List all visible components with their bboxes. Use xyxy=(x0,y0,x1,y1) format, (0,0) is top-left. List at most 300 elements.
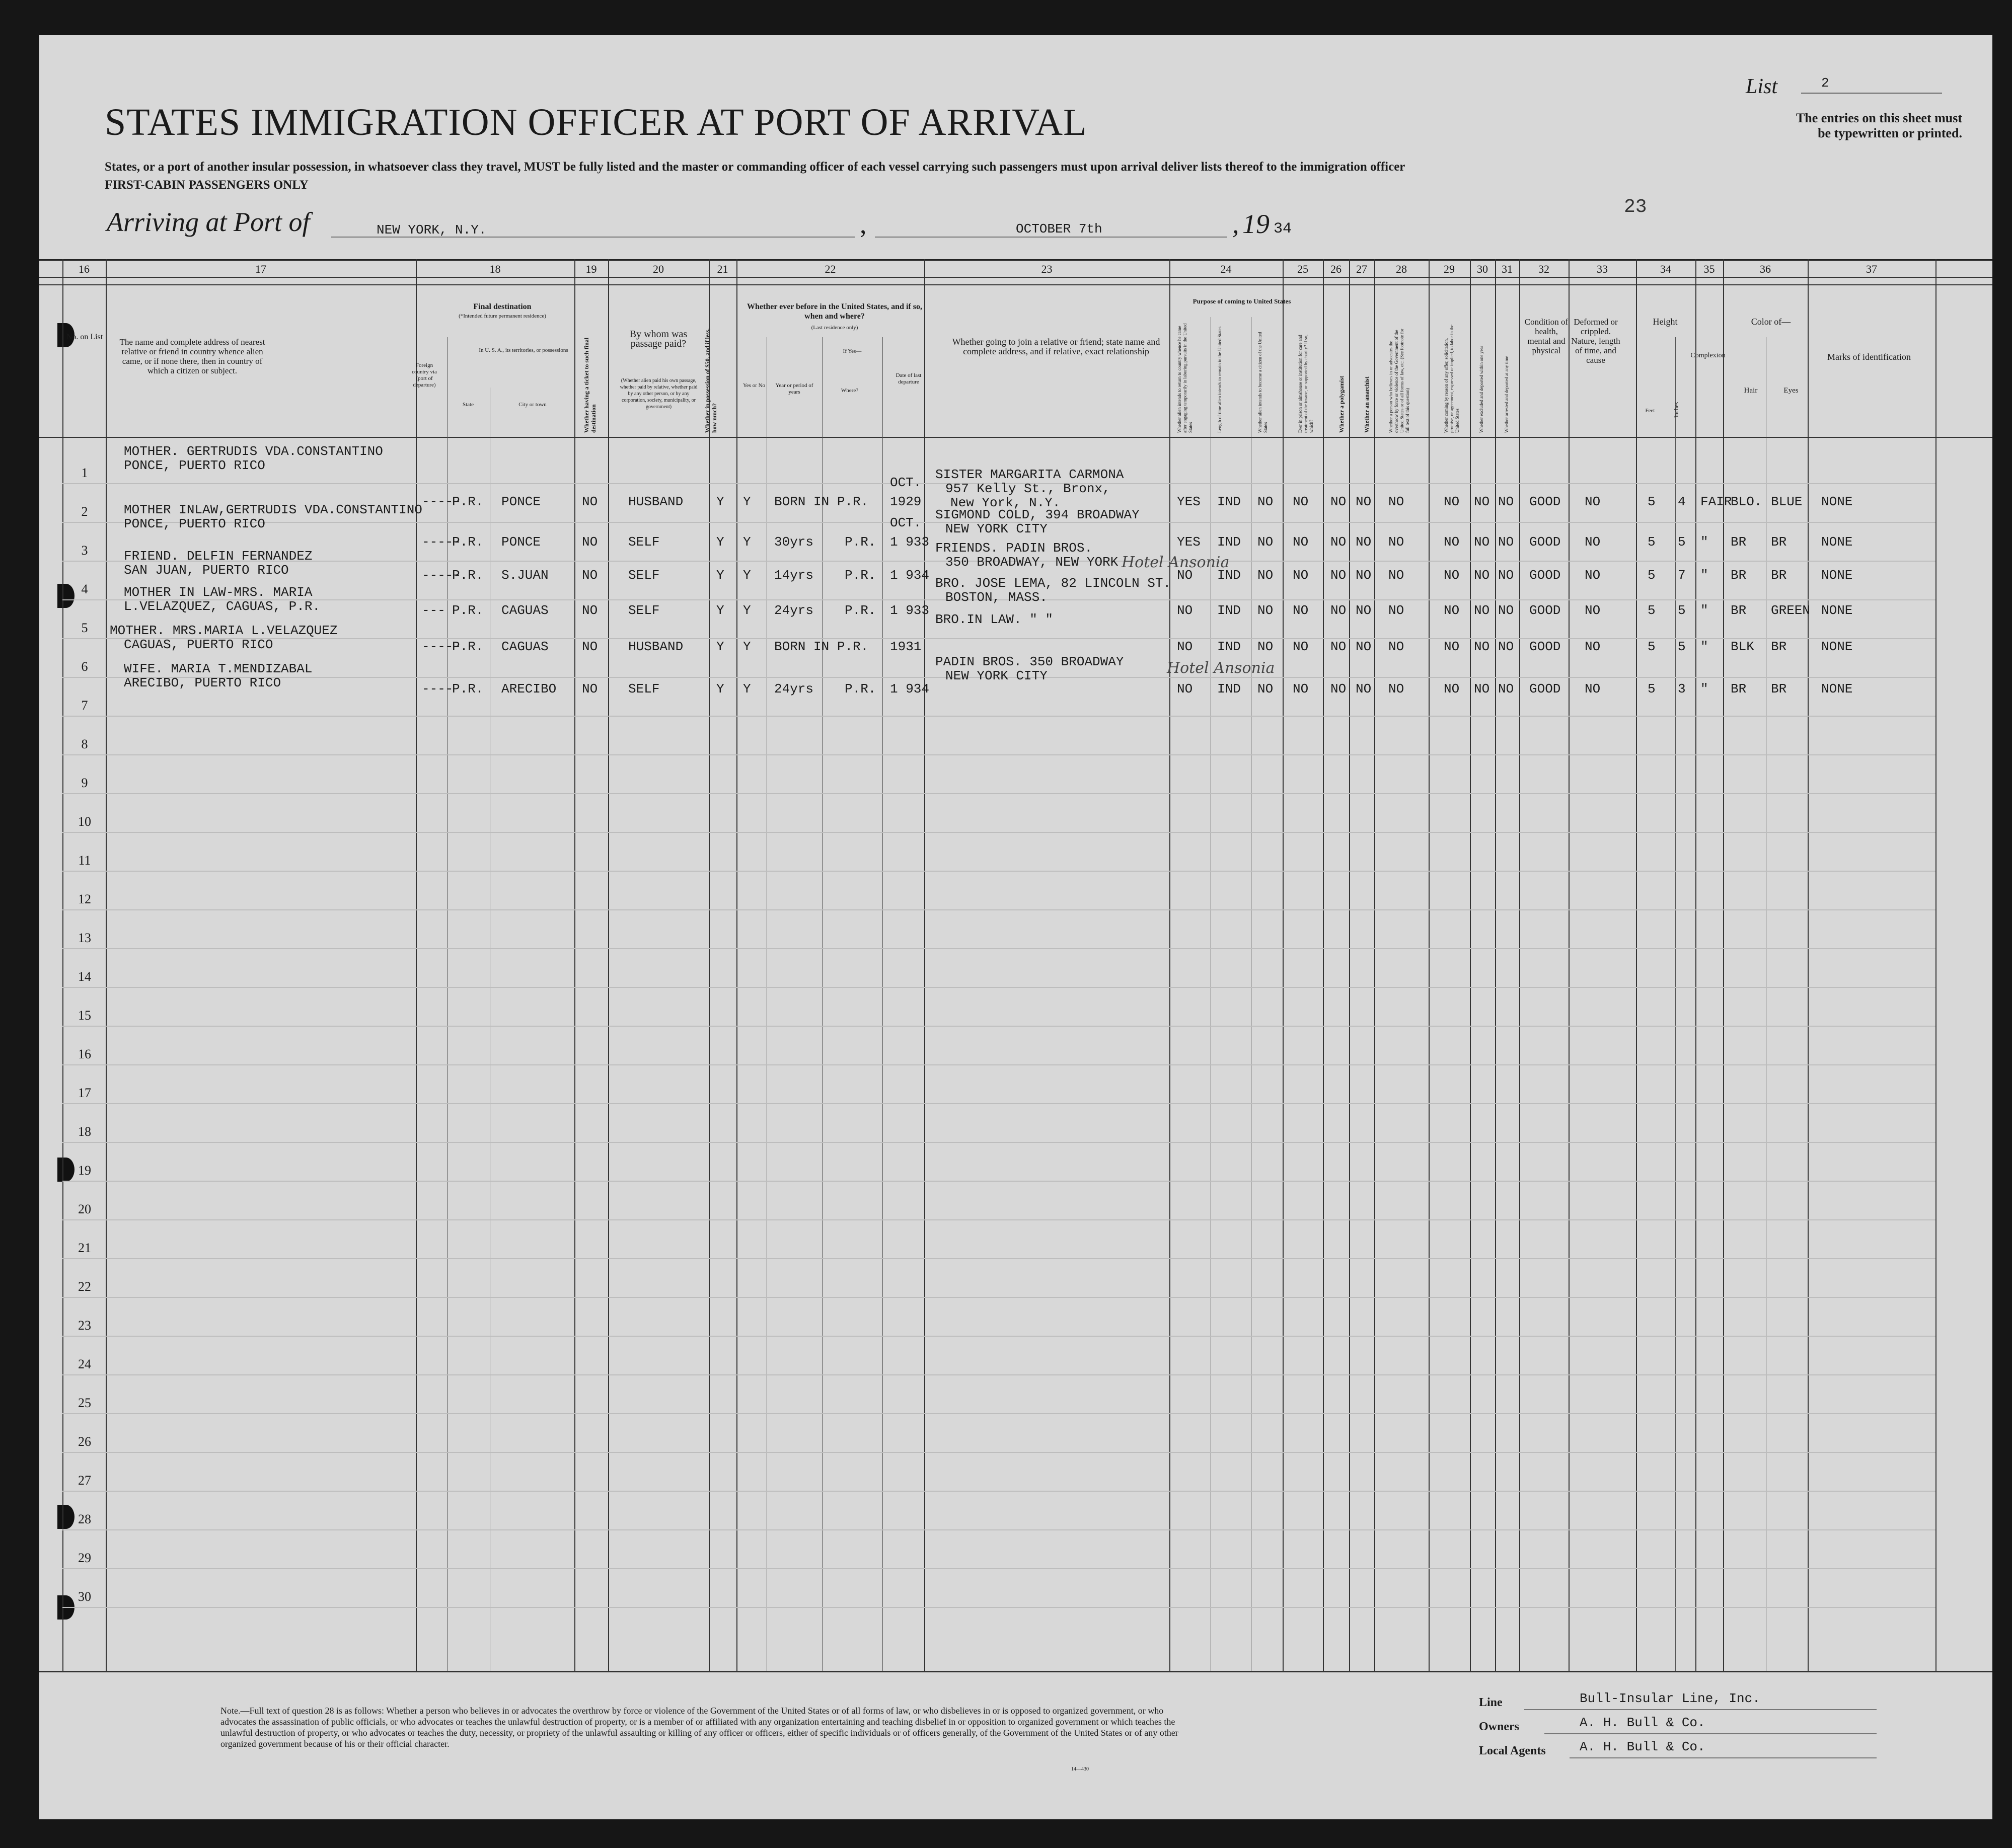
column-number: 32 xyxy=(1538,263,1549,275)
eyes-value: BLUE xyxy=(1771,494,1803,509)
row-rule xyxy=(62,909,1935,910)
destination-city: PONCE xyxy=(501,534,541,550)
row-number: 27 xyxy=(78,1473,91,1488)
eyes-value: BR xyxy=(1771,568,1787,583)
polygamist-value: NO xyxy=(1330,639,1347,654)
handwritten-note: Hotel Ansonia xyxy=(1167,659,1275,677)
relative-address: L.VELAZQUEZ, CAGUAS, P.R. xyxy=(124,599,321,614)
relative-name: MOTHER. GERTRUDIS VDA.CONSTANTINO xyxy=(124,444,383,459)
row-number: 16 xyxy=(78,1047,91,1061)
join-address: 957 Kelly St., Bronx, xyxy=(945,481,1110,496)
health-value: GOOD xyxy=(1529,603,1561,618)
prison-value: NO xyxy=(1293,639,1309,654)
anarchist-value: NO xyxy=(1356,568,1372,583)
marks-value: NONE xyxy=(1821,494,1853,509)
purpose-citizen: NO xyxy=(1257,639,1274,654)
q28-value: NO xyxy=(1388,603,1404,618)
prison-value: NO xyxy=(1293,603,1309,618)
offer-value: NO xyxy=(1444,568,1460,583)
departure-month: OCT. xyxy=(890,515,922,530)
departure-month: OCT. xyxy=(890,475,922,490)
column-divider xyxy=(106,259,107,1671)
column-number: 30 xyxy=(1477,263,1488,275)
column-divider xyxy=(1169,259,1170,1671)
col-25-header: Ever in prison or almshouse or institution for care and treatment of the insane, or supported by charity? If so, which? xyxy=(1298,334,1314,433)
health-value: GOOD xyxy=(1529,681,1561,697)
col-26-header: Whether a polygamist xyxy=(1338,375,1345,433)
column-divider xyxy=(1519,259,1520,1671)
join-address: 350 BROADWAY, NEW YORK xyxy=(945,555,1119,570)
list-label: List xyxy=(1746,75,1778,98)
purpose-return: YES xyxy=(1177,494,1201,509)
destination-state: P.R. xyxy=(452,639,484,654)
arriving-label: Arriving at Port of xyxy=(107,207,310,237)
row-number: 17 xyxy=(78,1086,91,1100)
join-relative: FRIENDS. PADIN BROS. xyxy=(935,541,1093,556)
height-feet: 5 xyxy=(1648,681,1656,697)
column-divider xyxy=(1349,259,1350,1671)
col-24-c: Whether alien intends to become a citizen of the United States xyxy=(1257,332,1268,433)
col-36-eyes: Eyes xyxy=(1783,387,1799,395)
col-22-where: Where? xyxy=(841,388,859,394)
purpose-return: NO xyxy=(1177,568,1193,583)
footnote: Note.—Full text of question 28 is as follows: Whether a person who believes in or advocates the overthrow by force or violence of the Government of the United States or of all forms of law, or who disbelieves in or is opposed to organized government, or who advocates the assassination of public officials, or who advocates or teaches the unlawful destruction of property, or is a member of or affiliated with any organization entertaining and teaching disbelief in or opposition to organized government or which teaches the unlawful destruction of property, or who advocates or teaches the duty, necessity, or propriety of the unlawful assaulting or killing of any officer or officers, either of specific individuals or of officers generally, of the Government of the United States or of any other organized government because of his or their official character. xyxy=(220,1706,1178,1749)
polygamist-value: NO xyxy=(1330,534,1347,550)
period-years: 24yrs xyxy=(774,603,814,618)
destination-state: P.R. xyxy=(452,568,484,583)
prison-value: NO xyxy=(1293,494,1309,509)
passage-paid-by: SELF xyxy=(628,568,660,583)
year-suffix: 34 xyxy=(1274,220,1292,238)
column-divider xyxy=(1323,259,1324,1671)
column-number: 19 xyxy=(585,263,597,275)
row-number: 19 xyxy=(78,1163,91,1178)
col-18-note: (*Intended future permanent residence) xyxy=(459,313,546,319)
agents-value: A. H. Bull & Co. xyxy=(1580,1739,1705,1754)
excluded-value: NO xyxy=(1474,603,1490,618)
row-rule xyxy=(62,1529,1935,1530)
before-in-us: Y xyxy=(743,639,751,654)
where-value: P.R. xyxy=(845,568,876,583)
column-divider xyxy=(1283,259,1284,1671)
relative-name: MOTHER IN LAW-MRS. MARIA xyxy=(124,585,313,600)
column-divider xyxy=(1374,259,1375,1671)
offer-value: NO xyxy=(1444,681,1460,697)
purpose-citizen: NO xyxy=(1257,494,1274,509)
col-16-header: No. on List xyxy=(66,333,103,341)
health-value: GOOD xyxy=(1529,568,1561,583)
hair-value: BLO. xyxy=(1731,494,1762,509)
row-rule xyxy=(62,1064,1935,1065)
column-divider xyxy=(574,259,575,1671)
column-number: 22 xyxy=(825,263,836,275)
where-value: P.R. xyxy=(845,603,876,618)
height-inches: 5 xyxy=(1678,639,1686,654)
marks-value: NONE xyxy=(1821,603,1853,618)
row-number: 11 xyxy=(78,853,91,868)
column-number: 26 xyxy=(1330,263,1342,275)
col-18-usa: In U. S. A., its territories, or possessions xyxy=(479,347,568,353)
complexion-value: " xyxy=(1700,681,1708,697)
column-divider xyxy=(709,259,710,1671)
purpose-citizen: NO xyxy=(1257,568,1274,583)
marks-value: NONE xyxy=(1821,534,1853,550)
cash-value: Y xyxy=(716,603,724,618)
row-number: 25 xyxy=(78,1396,91,1410)
passage-paid-by: SELF xyxy=(628,603,660,618)
relative-address: PONCE, PUERTO RICO xyxy=(124,458,265,473)
deformed-value: NO xyxy=(1585,534,1601,550)
column-number: 29 xyxy=(1444,263,1455,275)
relative-address: ARECIBO, PUERTO RICO xyxy=(124,675,281,690)
agents-label: Local Agents xyxy=(1479,1744,1546,1757)
owners-value: A. H. Bull & Co. xyxy=(1580,1715,1705,1730)
row-number: 26 xyxy=(78,1434,91,1449)
row-number: 10 xyxy=(78,814,91,829)
purpose-length: IND xyxy=(1217,494,1241,509)
purpose-length: IND xyxy=(1217,534,1241,550)
departure-year: 1 934 xyxy=(890,568,930,583)
row-rule xyxy=(62,716,1935,717)
join-city: New York, N.Y. xyxy=(950,495,1061,510)
relative-name: WIFE. MARIA T.MENDIZABAL xyxy=(124,661,313,676)
ticket-value: NO xyxy=(582,639,598,654)
arrested-value: NO xyxy=(1498,681,1514,697)
relative-address: CAGUAS, PUERTO RICO xyxy=(124,637,273,652)
anarchist-value: NO xyxy=(1356,494,1372,509)
hair-value: BLK xyxy=(1731,639,1754,654)
row-number: 7 xyxy=(81,698,88,713)
offer-value: NO xyxy=(1444,494,1460,509)
column-divider xyxy=(416,259,417,1671)
deformed-value: NO xyxy=(1585,568,1601,583)
destination-state: P.R. xyxy=(452,603,484,618)
col-22-yesno: Yes or No xyxy=(742,382,766,389)
deformed-value: NO xyxy=(1585,681,1601,697)
line-label: Line xyxy=(1479,1696,1503,1709)
q28-value: NO xyxy=(1388,639,1404,654)
col-31-header: Whether arrested and deported at any time xyxy=(1504,356,1509,433)
instruction-text: States, or a port of another insular possession, in whatsoever class they travel, MUST be fully listed and the master or commanding officer of each vessel carrying such passengers must upon arrival deliver lists thereof to the immigration officer xyxy=(105,160,1405,174)
excluded-value: NO xyxy=(1474,494,1490,509)
height-inches: 5 xyxy=(1678,603,1686,618)
where-value: P.R. xyxy=(845,681,876,697)
purpose-return: NO xyxy=(1177,603,1193,618)
complexion-value: " xyxy=(1700,639,1708,654)
destination-state: P.R. xyxy=(452,534,484,550)
offer-value: NO xyxy=(1444,639,1460,654)
page-title: STATES IMMIGRATION OFFICER AT PORT OF ARRIVAL xyxy=(105,101,1087,143)
height-feet: 5 xyxy=(1648,639,1656,654)
row-number: 8 xyxy=(81,737,88,751)
eyes-value: BR xyxy=(1771,639,1787,654)
height-inches: 7 xyxy=(1678,568,1686,583)
height-feet: 5 xyxy=(1648,568,1656,583)
destination-city: ARECIBO xyxy=(501,681,557,697)
sheet-mark: 23 xyxy=(1624,196,1647,218)
destination-city: S.JUAN xyxy=(501,568,549,583)
before-in-us: Y xyxy=(743,534,751,550)
join-relative: PADIN BROS. 350 BROADWAY xyxy=(935,654,1124,669)
destination-city: PONCE xyxy=(501,494,541,509)
manifest-sheet: List 2 STATES IMMIGRATION OFFICER AT PORT OF ARRIVAL The entries on this sheet must be typewritten or printed. States, or a port of another insular possession, in whatsoever class they travel, MUST be fully listed and the master or commanding officer of each vessel carrying such passengers must upon arrival deliver lists thereof to the immigration officer FIRST-CABIN PASSENGERS ONLY Arriving at Port of NEW YORK, N.Y. , OCTOBER 7th , 19 34 23 16 17 18 19 20 21 22 23 24 25 26 27 28 29 30 31 32 33 34 35 36 37 No. on List The name and complete address of nearest relative or friend in country whence alien came, or if none there, then in country of which a citizen or subject. Final destination (*Intended future permanent residence) Foreign country via (port of departure) In U. S. A., its territories, or possessions State City or town Whether having a ticket to such final destination By whom was passage paid? (Whether alien paid his own passage, whether paid by relative, whether paid by any other person, or by any corporation, society, municipality, or government) Whether in possession of $50, and if less, how much? Whether ever before in the United States, and if so, when and where? (Last residence only) If Yes— Yes or No Year or period of years Where? Date of last departure Whether going to join a relative or friend; state name and complete address, and if relative, exact relationship Purpose of coming to United States Whether alien intends to return to country whence he came after engaging temporarily in laboring pursuits in the United States Length of time alien intends to remain in the United States Whether alien intends to become a citizen of the United States Ever in prison or almshouse or institution for care and treatment of the insane, or supported by charity? If so, which? Whether a polygamist Whether an anarchist Whether a person who believes in or advocates the overthrow by force or violence of the Government of the United States or of all forms of law, etc. (See footnote for full text of this question) Whether coming by reason of any offer, solicitation, promise, or agreement, expressed or implied, to labor in the United States Whether excluded and deported within one year Whether arrested and deported at any time Condition of health, mental and physical Deformed or crippled. Nature, length of time, and cause Height Feet Inches Complexion Color of— Hair Eyes Marks of identification 1 2 3 4 5 6 7 8 9 10 11 12 13 14 15 16 17 18 19 20 21 22 23 24 25 26 27 28 29 30 MOTHER. GERTRUDIS VDA.CONSTANTINO PONCE, PUERTO RICO ----- P.R. PONCE NO HUSBAND Y Y BORN IN P.R. OCT. 1929 SISTER MARGARITA CARMONA 957 Kelly St., Bronx, New York, N.Y. YES IND NO NO NO NO NO NO NO NO GOOD NO 5 4 FAIR BLO. BLUE NONE MOTHER INLAW,GERTRUDIS VDA.CONSTANTINO PONCE, PUERTO RICO ----- P.R. PONCE NO SELF Y Y 30yrs P.R. OCT. 1 933 SIGMOND COLD, 394 BROADWAY NEW YORK CITY YES IND NO NO NO NO NO NO NO NO GOOD NO 5 5 " BR BR NONE FRIEND. DELFIN FERNANDEZ SAN JUAN, PUERTO RICO ----- P.R. S.JUAN NO SELF Y Y 14yrs P.R. 1 934 FRIENDS. PADIN BROS. 350 BROADWAY, NEW YORK NO IND NO NO NO NO NO NO NO NO GOOD NO 5 7 " BR BR NONE MOTHER IN LAW-MRS. MARIA L.VELAZQUEZ, CAGUAS, P.R. --- P.R. CAGUAS NO SELF Y Y 24yrs P.R. 1 933 BRO. JOSE LEMA, 82 LINCOLN ST. BOSTON, MASS. NO IND NO NO NO NO NO NO NO NO GOOD NO 5 5 " BR GREEN NONE MOTHER. MRS.MARIA L.VELAZQUEZ CAGUAS, PUERTO RICO ----- P.R. CAGUAS NO HUSBAND Y Y BORN IN P.R. 1931 BRO.IN LAW. " " NO IND NO NO NO NO NO NO NO NO GOOD NO 5 5 " BLK BR NONE WIFE. MARIA T.MENDIZABAL ARECIBO, PUERTO RICO ---- P.R. ARECIBO NO SELF Y Y 24yrs P.R. 1 934 PADIN BROS. 350 BROADWAY NEW YORK CITY NO IND NO NO NO NO NO NO NO NO GOOD NO 5 3 " BR BR NONE Hotel Ansonia Hotel Ansonia Note.—Full text of question 28 is as follows: Whether a person who believes in or advocates the overthrow by force or violence of the Government of the United States or of all forms of law, or who disbelieves in or is opposed to organized government, or who advocates the assassination of public officials, or who advocates or teaches the unlawful destruction of property, or is a member of or affiliated with any organization entertaining and teaching disbelief in or opposition to organized government or which teaches the unlawful destruction of property, or who advocates or teaches the duty, necessity, or propriety of the unlawful assaulting or killing of any officer or officers, either of specific individuals or of officers generally, of the Government of the United States or of any other organized government because of his or their official character. 14—430 Line Bull-Insular Line, Inc. Owners A. H. Bull & Co. Local Agents A. H. Bull & Co. xyxy=(39,35,1992,1819)
row-rule xyxy=(62,754,1935,755)
row-rule xyxy=(62,1452,1935,1453)
column-divider xyxy=(1808,259,1809,1671)
q28-value: NO xyxy=(1388,534,1404,550)
hair-value: BR xyxy=(1731,603,1747,618)
hair-value: BR xyxy=(1731,681,1747,697)
offer-value: NO xyxy=(1444,603,1460,618)
column-divider xyxy=(1675,337,1676,1671)
col-21-header: Whether in possession of $50, and if less, how much? xyxy=(704,328,718,433)
complexion-value: " xyxy=(1700,568,1708,583)
column-divider xyxy=(1569,259,1570,1671)
column-divider xyxy=(822,337,823,1671)
eyes-value: BR xyxy=(1771,681,1787,697)
foreign-country: ----- xyxy=(422,568,462,583)
height-inches: 5 xyxy=(1678,534,1686,550)
form-number: 14—430 xyxy=(1071,1766,1089,1772)
row-number: 30 xyxy=(78,1589,91,1604)
passage-paid-by: HUSBAND xyxy=(628,494,684,509)
anarchist-value: NO xyxy=(1356,639,1372,654)
row-rule xyxy=(62,793,1935,794)
col-20-note: (Whether alien paid his own passage, whether paid by relative, whether paid by any other person, or by any corporation, society, municipality, or government) xyxy=(620,378,698,410)
ticket-value: NO xyxy=(582,603,598,618)
row-rule xyxy=(62,1142,1935,1143)
cash-value: Y xyxy=(716,639,724,654)
q28-value: NO xyxy=(1388,568,1404,583)
join-relative: SIGMOND COLD, 394 BROADWAY xyxy=(935,507,1140,522)
passage-paid-by: SELF xyxy=(628,534,660,550)
cash-value: Y xyxy=(716,494,724,509)
column-divider xyxy=(1636,259,1637,1671)
column-number: 34 xyxy=(1660,263,1671,275)
period-years: 24yrs xyxy=(774,681,814,697)
column-number: 16 xyxy=(79,263,90,275)
where-value: P.R. xyxy=(845,534,876,550)
column-number: 37 xyxy=(1866,263,1877,275)
row-number: 20 xyxy=(78,1202,91,1216)
join-relative: BRO.IN LAW. " " xyxy=(935,612,1054,627)
excluded-value: NO xyxy=(1474,681,1490,697)
column-divider xyxy=(1723,259,1724,1671)
col-18-foreign: Foreign country via (port of departure) xyxy=(412,362,437,388)
col-22-period: Year or period of years xyxy=(775,382,813,395)
purpose-return: YES xyxy=(1177,534,1201,550)
cash-value: Y xyxy=(716,534,724,550)
foreign-country: --- xyxy=(422,603,445,618)
marks-value: NONE xyxy=(1821,681,1853,697)
period-years: BORN IN P.R. xyxy=(774,494,869,509)
height-feet: 5 xyxy=(1648,603,1656,618)
anarchist-value: NO xyxy=(1356,534,1372,550)
row-number: 13 xyxy=(78,931,91,945)
arrested-value: NO xyxy=(1498,568,1514,583)
col-28-header: Whether a person who believes in or advocates the overthrow by force or violence of the Government of the United States or of all forms of law, etc. (See footnote for full text of this question) xyxy=(1388,328,1410,433)
col-22-date: Date of last departure xyxy=(896,372,922,385)
departure-year: 1929 xyxy=(890,494,922,509)
purpose-citizen: NO xyxy=(1257,603,1274,618)
col-22-header: Whether ever before in the United States, and if so, when and where? xyxy=(747,302,922,321)
column-number: 31 xyxy=(1502,263,1513,275)
column-number: 28 xyxy=(1396,263,1407,275)
deformed-value: NO xyxy=(1585,639,1601,654)
column-number: 25 xyxy=(1297,263,1308,275)
port-value: NEW YORK, N.Y. xyxy=(377,222,487,238)
row-rule xyxy=(62,832,1935,833)
col-18-city: City or town xyxy=(518,402,547,408)
anarchist-value: NO xyxy=(1356,603,1372,618)
period-years: 14yrs xyxy=(774,568,814,583)
arrested-value: NO xyxy=(1498,603,1514,618)
row-rule xyxy=(62,1374,1935,1375)
row-rule xyxy=(62,1413,1935,1414)
marks-value: NONE xyxy=(1821,568,1853,583)
cabin-class: FIRST-CABIN PASSENGERS ONLY xyxy=(105,178,309,192)
col-24-b: Length of time alien intends to remain in the United States xyxy=(1217,327,1222,433)
row-rule xyxy=(62,1181,1935,1182)
height-feet: 5 xyxy=(1648,534,1656,550)
destination-city: CAGUAS xyxy=(501,603,549,618)
col-35-header: Complexion xyxy=(1690,352,1726,359)
join-relative: BRO. JOSE LEMA, 82 LINCOLN ST. xyxy=(935,576,1171,591)
purpose-length: IND xyxy=(1217,568,1241,583)
col-36-header: Color of— xyxy=(1751,317,1791,327)
col-22-ifyes: If Yes— xyxy=(843,348,862,354)
passage-paid-by: SELF xyxy=(628,681,660,697)
destination-city: CAGUAS xyxy=(501,639,549,654)
column-divider xyxy=(62,259,63,1671)
foreign-country: ----- xyxy=(422,639,462,654)
ticket-value: NO xyxy=(582,494,598,509)
polygamist-value: NO xyxy=(1330,681,1347,697)
column-divider xyxy=(1935,259,1936,1671)
col-18-state: State xyxy=(463,402,474,408)
departure-year: 1931 xyxy=(890,639,922,654)
purpose-return: NO xyxy=(1177,681,1193,697)
hair-value: BR xyxy=(1731,568,1747,583)
polygamist-value: NO xyxy=(1330,494,1347,509)
col-36-hair: Hair xyxy=(1744,387,1758,395)
column-divider xyxy=(882,337,883,1671)
col-24-a: Whether alien intends to return to country whence he came after engaging temporarily in laboring pursuits in the United States xyxy=(1177,323,1193,433)
destination-state: P.R. xyxy=(452,681,484,697)
arrested-value: NO xyxy=(1498,639,1514,654)
row-number: 21 xyxy=(78,1241,91,1255)
purpose-length: IND xyxy=(1217,639,1241,654)
q28-value: NO xyxy=(1388,681,1404,697)
col-33-header: Deformed or crippled. Nature, length of time, and cause xyxy=(1571,317,1620,365)
health-value: GOOD xyxy=(1529,534,1561,550)
column-number: 17 xyxy=(255,263,266,275)
polygamist-value: NO xyxy=(1330,603,1347,618)
cash-value: Y xyxy=(716,568,724,583)
passage-paid-by: HUSBAND xyxy=(628,639,684,654)
column-number: 27 xyxy=(1356,263,1367,275)
owners-label: Owners xyxy=(1479,1720,1519,1733)
row-number: 5 xyxy=(81,621,88,635)
complexion-value: " xyxy=(1700,534,1708,550)
column-divider xyxy=(924,259,925,1671)
height-feet: 5 xyxy=(1648,494,1656,509)
col-27-header: Whether an anarchist xyxy=(1363,376,1370,433)
arrested-value: NO xyxy=(1498,494,1514,509)
notice-line-2: be typewritten or printed. xyxy=(1818,126,1962,140)
row-number: 14 xyxy=(78,969,91,984)
health-value: GOOD xyxy=(1529,639,1561,654)
relative-name: MOTHER INLAW,GERTRUDIS VDA.CONSTANTINO xyxy=(124,502,422,517)
period-years: 30yrs xyxy=(774,534,814,550)
anarchist-value: NO xyxy=(1356,681,1372,697)
eyes-value: GREEN xyxy=(1771,603,1811,618)
arrested-value: NO xyxy=(1498,534,1514,550)
complexion-value: FAIR xyxy=(1700,494,1732,509)
excluded-value: NO xyxy=(1474,568,1490,583)
purpose-length: IND xyxy=(1217,603,1241,618)
column-number: 20 xyxy=(653,263,664,275)
row-number: 18 xyxy=(78,1124,91,1139)
purpose-citizen: NO xyxy=(1257,534,1274,550)
row-rule xyxy=(62,1336,1935,1337)
col-37-header: Marks of identification xyxy=(1827,352,1911,362)
column-number: 18 xyxy=(489,263,501,275)
destination-state: P.R. xyxy=(452,494,484,509)
height-inches: 3 xyxy=(1678,681,1686,697)
eyes-value: BR xyxy=(1771,534,1787,550)
column-number: 21 xyxy=(717,263,728,275)
deformed-value: NO xyxy=(1585,494,1601,509)
row-rule xyxy=(62,1297,1935,1298)
handwritten-note: Hotel Ansonia xyxy=(1122,554,1230,571)
column-divider xyxy=(1429,259,1430,1671)
date-value: OCTOBER 7th xyxy=(1016,221,1102,237)
row-number: 15 xyxy=(78,1008,91,1023)
hair-value: BR xyxy=(1731,534,1747,550)
column-number: 35 xyxy=(1703,263,1715,275)
before-in-us: Y xyxy=(743,494,751,509)
year-prefix: 19 xyxy=(1242,209,1270,239)
before-in-us: Y xyxy=(743,681,751,697)
row-rule xyxy=(62,1491,1935,1492)
col-17-header: The name and complete address of nearest relative or friend in country whence alien came, or if none there, then in country of which a citizen or subject. xyxy=(119,337,265,375)
complexion-value: " xyxy=(1700,603,1708,618)
col-24-header: Purpose of coming to United States xyxy=(1193,297,1291,305)
row-number: 23 xyxy=(78,1318,91,1333)
row-number: 6 xyxy=(81,659,88,674)
ticket-value: NO xyxy=(582,681,598,697)
relative-address: SAN JUAN, PUERTO RICO xyxy=(124,563,289,578)
col-19-header: Whether having a ticket to such final destination xyxy=(583,337,597,433)
row-rule xyxy=(62,987,1935,988)
relative-name: MOTHER. MRS.MARIA L.VELAZQUEZ xyxy=(110,623,338,638)
row-rule xyxy=(62,1026,1935,1027)
marks-value: NONE xyxy=(1821,639,1853,654)
col-18-header: Final destination xyxy=(473,302,532,311)
col-23-header: Whether going to join a relative or friend; state name and complete address, and if relative, exact relationship xyxy=(952,337,1160,356)
purpose-citizen: NO xyxy=(1257,681,1274,697)
excluded-value: NO xyxy=(1474,639,1490,654)
column-number: 33 xyxy=(1597,263,1608,275)
row-rule xyxy=(62,1607,1935,1608)
health-value: GOOD xyxy=(1529,494,1561,509)
purpose-return: NO xyxy=(1177,639,1193,654)
join-address: NEW YORK CITY xyxy=(945,521,1048,536)
row-rule xyxy=(62,871,1935,872)
cash-value: Y xyxy=(716,681,724,697)
foreign-country: ----- xyxy=(422,534,462,550)
